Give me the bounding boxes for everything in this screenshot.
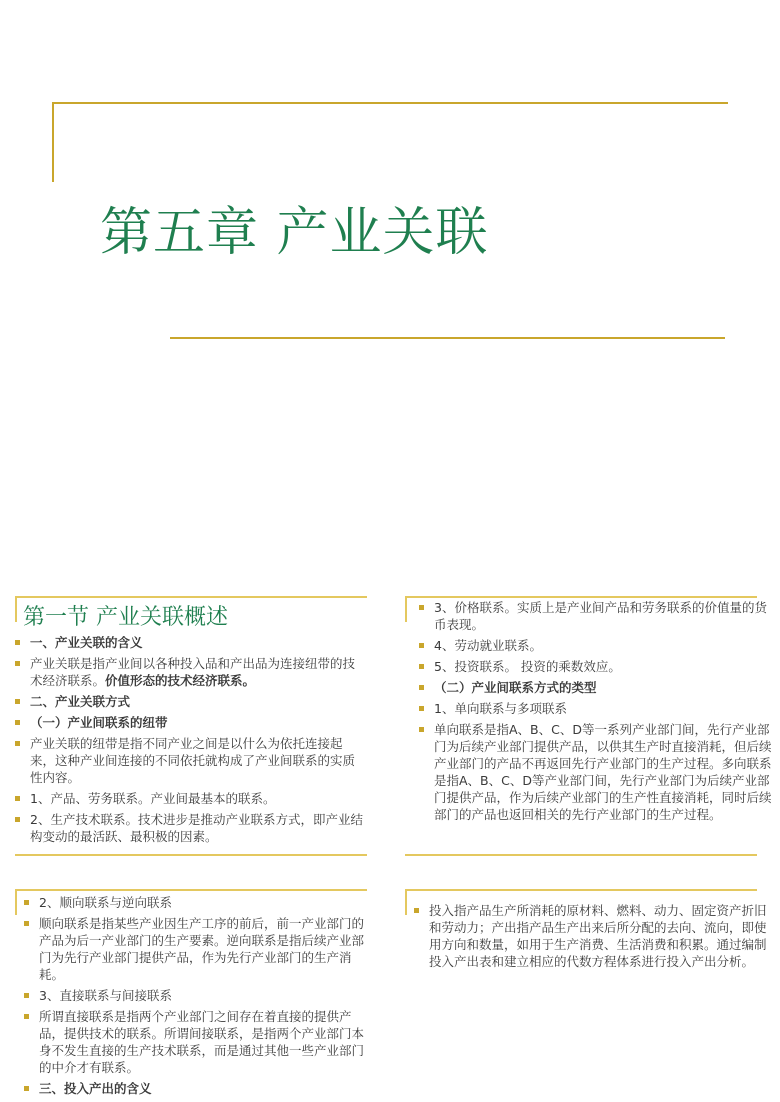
bullet-icon — [24, 993, 29, 998]
list-item: 2、生产技术联系。技术进步是推动产业联系方式，即产业结构变动的最活跃、最积极的因素。 — [13, 811, 363, 845]
cover-bottom-rule — [170, 337, 725, 339]
bullet-list — [417, 599, 773, 827]
bullet-icon — [414, 908, 419, 913]
bullet-icon — [15, 720, 20, 725]
list-item: 二、产业关联方式 — [13, 693, 363, 710]
bullet-icon — [15, 817, 20, 822]
panel-left-rule — [15, 596, 17, 622]
bullet-list — [22, 894, 372, 1101]
list-item: 一、产业关联的含义 — [13, 634, 363, 651]
bullet-icon — [419, 727, 424, 732]
bullet-icon — [419, 706, 424, 711]
panel-top-rule — [15, 889, 367, 891]
panel-left-rule — [405, 596, 407, 622]
bullet-list — [13, 634, 363, 849]
list-item: （一）产业间联系的纽带 — [13, 714, 363, 731]
panel-bottom-rule — [405, 854, 757, 856]
list-item: 所谓直接联系是指两个产业部门之间存在着直接的提供产品，提供技术的联系。所谓间接联系，是指两个产业部门本身不发生直接的生产技术联系，而是通过其他一些产业部门的中介才有联系。 — [22, 1008, 372, 1076]
list-item: 5、投资联系。 投资的乘数效应。 — [417, 658, 773, 675]
panel-bottom-rule — [15, 854, 367, 856]
panel-left-rule — [15, 889, 17, 915]
list-item: 2、顺向联系与逆向联系 — [22, 894, 372, 911]
bullet-icon — [419, 685, 424, 690]
list-item: 顺向联系是指某些产业因生产工序的前后，前一产业部门的产品为后一产业部门的生产要素。逆向联系是指后续产业部门为先行产业部门提供产品，作为先行产业部门的生产消耗。 — [22, 915, 372, 983]
list-item: 3、直接联系与间接联系 — [22, 987, 372, 1004]
panel-top-rule — [15, 596, 367, 598]
list-item: 三、投入产出的含义 — [22, 1080, 372, 1097]
bullet-icon — [15, 699, 20, 704]
bullet-icon — [24, 900, 29, 905]
list-item: 投入指产品生产所消耗的原材料、燃料、动力、固定资产折旧和劳动力；产出指产品生产出来后所分配的去向、流向，即使用方向和数量，如用于生产消费、生活消费和积累。通过编制投入产出表和建立相应的代数方程体系进行投入产出分析。 — [412, 902, 768, 970]
bullet-icon — [15, 661, 20, 666]
list-item: 1、单向联系与多项联系 — [417, 700, 773, 717]
chapter-title: 第五章 产业关联 — [100, 203, 489, 263]
list-item: 1、产品、劳务联系。产业间最基本的联系。 — [13, 790, 363, 807]
bullet-list — [412, 902, 768, 974]
bullet-icon — [24, 1086, 29, 1091]
cover-top-rule — [52, 102, 728, 104]
list-item: 单向联系是指A、B、C、D等一系列产业部门间，先行产业部门为后续产业部门提供产品，以供其生产时直接消耗，但后续产业部门的产品不再返回先行产业部门的生产过程。多向联系是指A、B、C、D等产业部门间，先行产业部门为后续产业部门提供产品，作为后续产业部门的生产性直接消耗，同时后续部门的产品也返回相关的先行产业部门的生产过程。 — [417, 721, 773, 823]
list-item: 产业关联的纽带是指不同产业之间是以什么为依托连接起来，这种产业间连接的不同依托就构成了产业间联系的实质性内容。 — [13, 735, 363, 786]
list-item: 4、劳动就业联系。 — [417, 637, 773, 654]
panel-top-rule — [405, 889, 757, 891]
cover-left-rule — [52, 102, 54, 182]
list-item: 产业关联是指产业间以各种投入品和产出品为连接纽带的技术经济联系。价值形态的技术经济联系。 — [13, 655, 363, 689]
bullet-icon — [419, 643, 424, 648]
section-title: 第一节 产业关联概述 — [23, 605, 228, 630]
panel-left-rule — [405, 889, 407, 915]
list-item: 3、价格联系。实质上是产业间产品和劳务联系的价值量的货币表现。 — [417, 599, 773, 633]
bullet-icon — [15, 640, 20, 645]
bullet-icon — [15, 796, 20, 801]
bullet-icon — [24, 921, 29, 926]
list-item: （二）产业间联系方式的类型 — [417, 679, 773, 696]
bullet-icon — [419, 664, 424, 669]
bullet-icon — [419, 605, 424, 610]
emphasis-text: 价值形态的技术经济联系。 — [105, 673, 256, 688]
panel-top-rule — [405, 596, 757, 598]
bullet-icon — [15, 741, 20, 746]
bullet-icon — [24, 1014, 29, 1019]
